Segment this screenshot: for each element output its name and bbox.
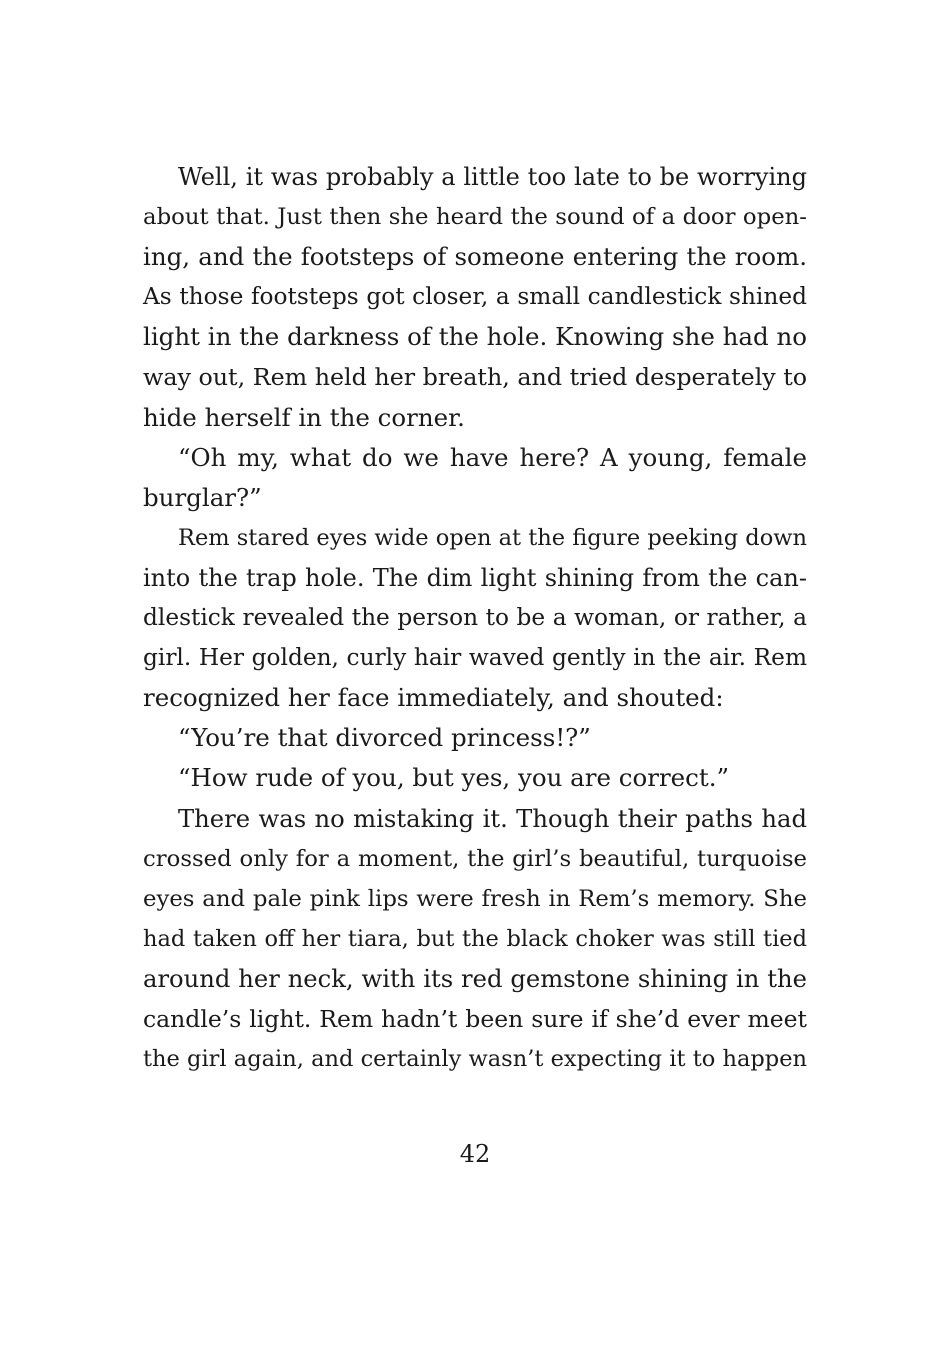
text-line: hide herself in the corner.	[143, 402, 465, 432]
text-line: the girl again, and certainly wasn’t expecting it to happen	[143, 1046, 807, 1073]
text-line: had taken off her tiara, but the black choker was still tied	[143, 925, 807, 952]
text-line: crossed only for a moment, the girl’s beautiful, turquoise	[143, 845, 807, 872]
text-line: dlestick revealed the person to be a woman, or rather, a	[143, 604, 807, 632]
text-line: light in the darkness of the hole. Knowing she had no	[143, 322, 808, 352]
text-line: “How rude of you, but yes, you are correct.”	[178, 763, 730, 793]
text-line: candle’s light. Rem hadn’t been sure if she’d ever meet	[143, 1004, 807, 1033]
text-line: Well, it was probably a little too late to be worrying	[178, 163, 807, 191]
text-line: girl. Her golden, curly hair waved gently in the air. Rem	[143, 644, 807, 672]
text-line: around her neck, with its red gemstone shining in the	[143, 963, 807, 993]
text-line: recognized her face immediately, and shouted:	[143, 683, 724, 713]
text-line: “Oh my, what do we have here? A young, female	[178, 442, 807, 472]
text-line: into the trap hole. The dim light shining from the can-	[143, 563, 807, 592]
text-line: ing, and the footsteps of someone entering the room.	[143, 242, 807, 272]
text-line: As those footsteps got closer, a small candlestick shined	[143, 283, 807, 311]
text-line: burglar?”	[143, 482, 262, 512]
body-text	[143, 157, 807, 1079]
page-number: 42	[459, 1140, 491, 1168]
text-line: There was no mistaking it. Though their paths had	[178, 803, 807, 833]
text-line: eyes and pale pink lips were fresh in Rem’s memory. She	[143, 885, 807, 912]
text-line: way out, Rem held her breath, and tried desperately to	[143, 363, 808, 392]
text-line: “You’re that divorced princess!?”	[178, 723, 591, 753]
text-line: Rem stared eyes wide open at the figure peeking down	[178, 524, 807, 551]
text-line: about that. Just then she heard the sound of a door open-	[143, 204, 807, 231]
